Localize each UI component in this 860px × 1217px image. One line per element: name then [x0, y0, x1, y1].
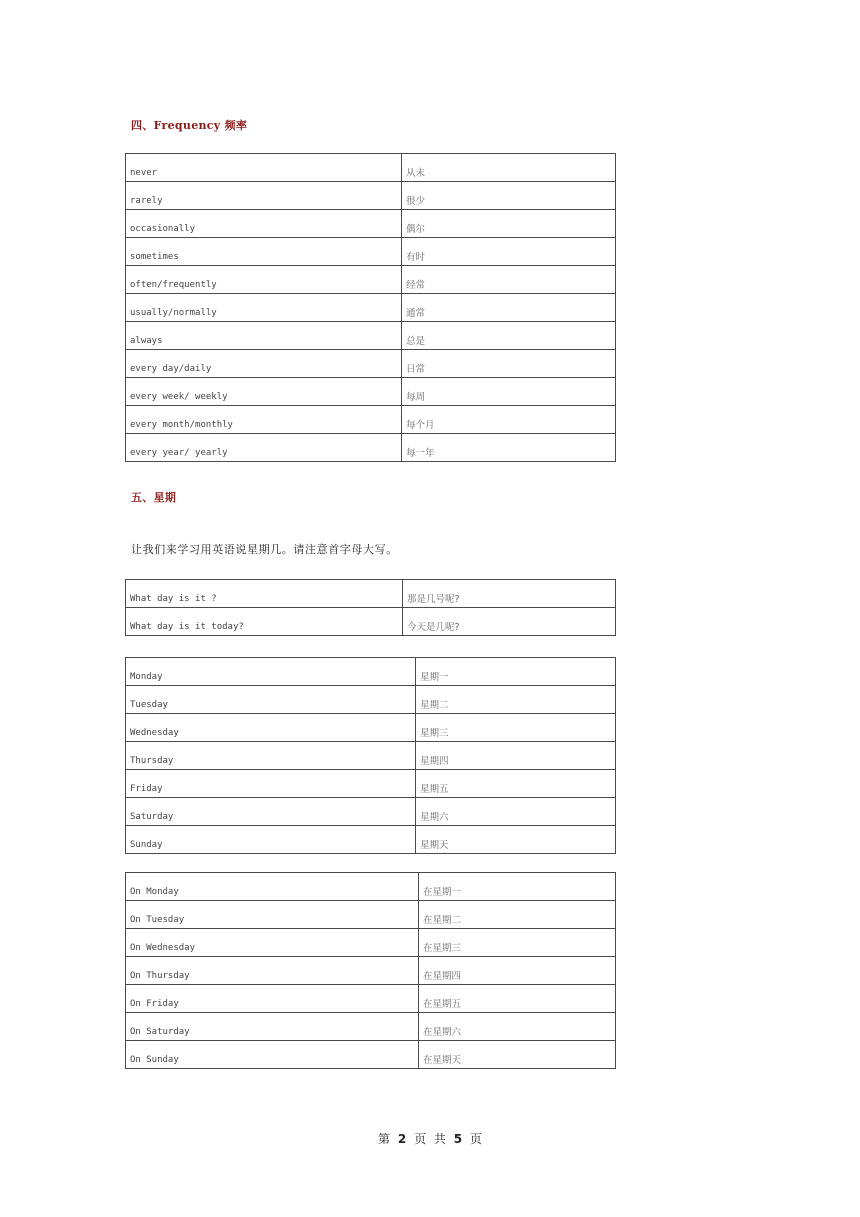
- table-row: [126, 770, 616, 798]
- footer-total-pages: 5: [453, 1132, 463, 1146]
- footer-middle: 页 共: [414, 1132, 446, 1146]
- table-row: [126, 742, 616, 770]
- english-term-cell: Tuesday: [126, 686, 416, 714]
- table-row: [126, 350, 616, 378]
- weekday-table-body: [126, 658, 616, 854]
- table-row: [126, 901, 616, 929]
- english-term-cell: On Monday: [126, 873, 419, 901]
- chinese-translation-cell: 星期二: [416, 686, 616, 714]
- section-heading-weekdays: 五、星期: [131, 491, 177, 504]
- page-footer: [0, 1130, 860, 1147]
- table-row: [126, 294, 616, 322]
- chinese-translation-cell: 星期六: [416, 798, 616, 826]
- english-term-cell: Sunday: [126, 826, 416, 854]
- chinese-translation-cell: 日常: [402, 350, 616, 378]
- question-table-body: [126, 580, 616, 636]
- english-term-cell: Thursday: [126, 742, 416, 770]
- chinese-translation-cell: 有时: [402, 238, 616, 266]
- chinese-translation-cell: 在星期三: [419, 929, 616, 957]
- english-term-cell: Wednesday: [126, 714, 416, 742]
- table-row: [126, 1041, 616, 1069]
- english-term-cell: rarely: [126, 182, 402, 210]
- chinese-translation-cell: 星期四: [416, 742, 616, 770]
- table-row: [126, 580, 616, 608]
- english-term-cell: On Sunday: [126, 1041, 419, 1069]
- chinese-translation-cell: 今天是几呢?: [403, 608, 616, 636]
- table-row: [126, 929, 616, 957]
- chinese-translation-cell: 每周: [402, 378, 616, 406]
- chinese-translation-cell: 星期三: [416, 714, 616, 742]
- english-term-cell: every week/ weekly: [126, 378, 402, 406]
- english-term-cell: On Wednesday: [126, 929, 419, 957]
- english-term-cell: Saturday: [126, 798, 416, 826]
- table-row: [126, 1013, 616, 1041]
- on-weekday-table: [125, 872, 616, 1069]
- chinese-translation-cell: 在星期六: [419, 1013, 616, 1041]
- chinese-translation-cell: 那是几号呢?: [403, 580, 616, 608]
- english-term-cell: Friday: [126, 770, 416, 798]
- table-row: [126, 210, 616, 238]
- table-row: [126, 714, 616, 742]
- chinese-translation-cell: 星期一: [416, 658, 616, 686]
- footer-suffix: 页: [469, 1132, 482, 1146]
- question-table: [125, 579, 616, 636]
- table-row: [126, 985, 616, 1013]
- frequency-table-body: [126, 154, 616, 462]
- chinese-translation-cell: 在星期二: [419, 901, 616, 929]
- chinese-translation-cell: 在星期五: [419, 985, 616, 1013]
- weekdays-intro-text: 让我们来学习用英语说星期几。请注意首字母大写。: [131, 543, 398, 556]
- chinese-translation-cell: 星期天: [416, 826, 616, 854]
- english-term-cell: never: [126, 154, 402, 182]
- chinese-translation-cell: 每一年: [402, 434, 616, 462]
- chinese-translation-cell: 经常: [402, 266, 616, 294]
- table-row: [126, 378, 616, 406]
- english-term-cell: always: [126, 322, 402, 350]
- table-row: [126, 873, 616, 901]
- english-term-cell: sometimes: [126, 238, 402, 266]
- table-row: [126, 798, 616, 826]
- english-term-cell: On Saturday: [126, 1013, 419, 1041]
- english-term-cell: What day is it ?: [126, 580, 403, 608]
- chinese-translation-cell: 通常: [402, 294, 616, 322]
- weekday-table: [125, 657, 616, 854]
- table-row: [126, 266, 616, 294]
- english-term-cell: On Tuesday: [126, 901, 419, 929]
- footer-current-page: 2: [397, 1132, 407, 1146]
- frequency-table: [125, 153, 616, 462]
- table-row: [126, 322, 616, 350]
- english-term-cell: On Thursday: [126, 957, 419, 985]
- english-term-cell: every year/ yearly: [126, 434, 402, 462]
- table-row: [126, 658, 616, 686]
- chinese-translation-cell: 星期五: [416, 770, 616, 798]
- english-term-cell: often/frequently: [126, 266, 402, 294]
- table-row: [126, 182, 616, 210]
- table-row: [126, 406, 616, 434]
- chinese-translation-cell: 在星期天: [419, 1041, 616, 1069]
- table-row: [126, 686, 616, 714]
- table-row: [126, 154, 616, 182]
- chinese-translation-cell: 偶尔: [402, 210, 616, 238]
- on-weekday-table-body: [126, 873, 616, 1069]
- section-heading-frequency: 四、Frequency 频率: [131, 119, 248, 132]
- english-term-cell: every month/monthly: [126, 406, 402, 434]
- table-row: [126, 826, 616, 854]
- english-term-cell: occasionally: [126, 210, 402, 238]
- chinese-translation-cell: 从未: [402, 154, 616, 182]
- table-row: [126, 957, 616, 985]
- chinese-translation-cell: 在星期四: [419, 957, 616, 985]
- table-row: [126, 238, 616, 266]
- english-term-cell: Monday: [126, 658, 416, 686]
- chinese-translation-cell: 每个月: [402, 406, 616, 434]
- english-term-cell: What day is it today?: [126, 608, 403, 636]
- chinese-translation-cell: 总是: [402, 322, 616, 350]
- table-row: [126, 434, 616, 462]
- chinese-translation-cell: 很少: [402, 182, 616, 210]
- footer-prefix: 第: [378, 1132, 391, 1146]
- english-term-cell: every day/daily: [126, 350, 402, 378]
- table-row: [126, 608, 616, 636]
- english-term-cell: On Friday: [126, 985, 419, 1013]
- english-term-cell: usually/normally: [126, 294, 402, 322]
- chinese-translation-cell: 在星期一: [419, 873, 616, 901]
